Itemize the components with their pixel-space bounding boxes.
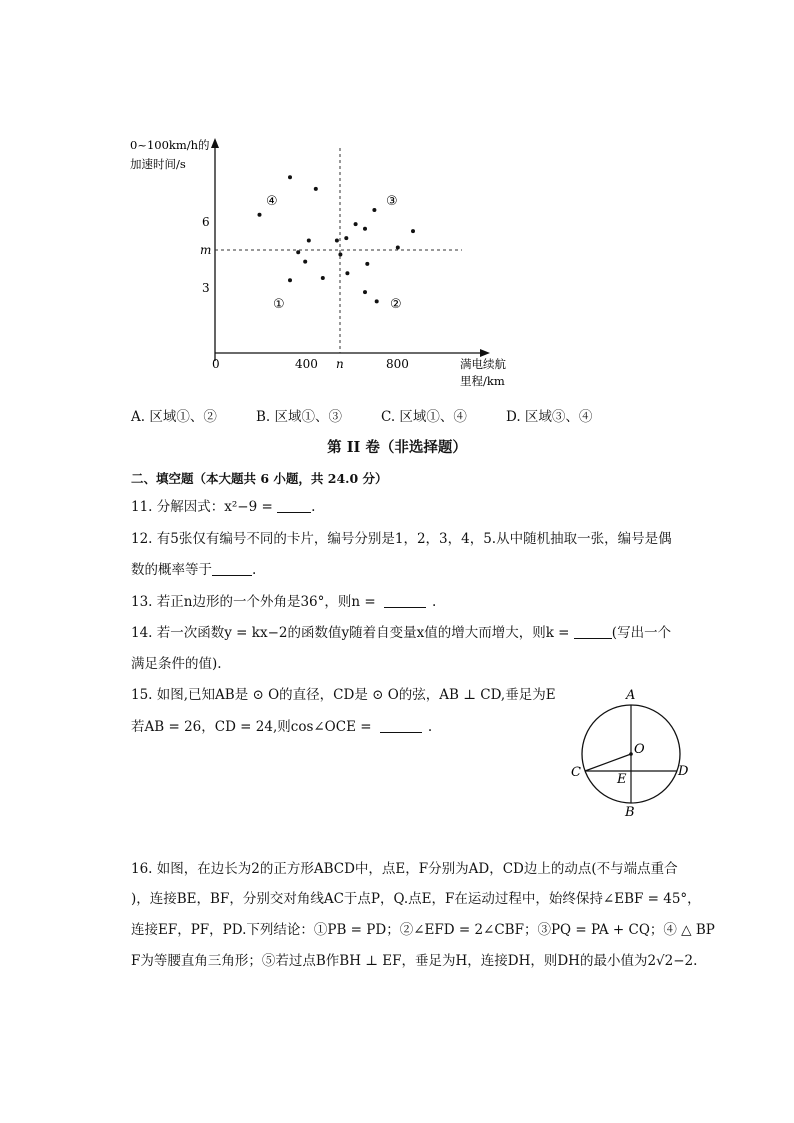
x-axis-label-line2: 里程/km bbox=[460, 374, 505, 388]
origin-label: 0 bbox=[212, 357, 220, 371]
section2-heading: 二、填空题（本大题共 6 小题，共 24.0 分） bbox=[131, 471, 388, 486]
scatter-point-6 bbox=[303, 260, 307, 264]
scatter-point-19 bbox=[396, 246, 400, 250]
q11-text: 11. 分解因式：x²−9 = bbox=[131, 499, 278, 515]
label-e: E bbox=[617, 772, 627, 787]
label-b: B bbox=[625, 805, 635, 820]
question-11 bbox=[131, 498, 315, 516]
q15-line1: 15. 如图,已知AB是 ⊙ O的直径，CD是 ⊙ O的弦，AB ⊥ CD,垂足为E bbox=[131, 687, 556, 703]
q14-line1-end: (写出一个 bbox=[611, 625, 672, 641]
question-14-line1 bbox=[131, 624, 671, 642]
scatter-point-12 bbox=[345, 271, 349, 275]
label-a: A bbox=[626, 688, 636, 703]
scatter-point-1 bbox=[258, 213, 262, 217]
option-a: A. 区域①、② bbox=[131, 409, 217, 425]
q11-answer-blank[interactable] bbox=[277, 500, 311, 513]
q13-text: 13. 若正n边形的一个外角是36°，则n = bbox=[131, 594, 380, 610]
q12-answer-blank[interactable] bbox=[212, 563, 252, 576]
q15-answer-blank[interactable] bbox=[380, 720, 422, 733]
scatter-point-18 bbox=[375, 299, 379, 303]
label-c: C bbox=[571, 765, 581, 780]
q12-line2-start: 数的概率等于 bbox=[131, 562, 212, 578]
q15-line2-start: 若AB = 26，CD = 24,则cos∠OCE = bbox=[131, 719, 376, 735]
x-axis-arrow bbox=[480, 349, 490, 357]
scatter-point-9 bbox=[335, 239, 339, 243]
scatter-point-16 bbox=[365, 262, 369, 266]
q16-line1: 16. 如图，在边长为2的正方形ABCD中，点E，F分别为AD，CD边上的动点(不与端点重合 bbox=[131, 861, 678, 877]
q13-answer-blank[interactable] bbox=[384, 595, 426, 608]
option-d: D. 区域③、④ bbox=[506, 409, 593, 425]
x-tick-800: 800 bbox=[386, 357, 409, 371]
y-tick-3: 3 bbox=[202, 281, 210, 295]
part2-title: 第 II 卷（非选择题） bbox=[327, 439, 467, 456]
x-tick-n: n bbox=[336, 357, 344, 371]
region-1-label: ① bbox=[273, 297, 285, 312]
q16-line3: 连接EF，PF，PD.下列结论：①PB = PD；②∠EFD = 2∠CBF；③PQ = PA + CQ；④ △ BP bbox=[131, 922, 715, 938]
scatter-point-14 bbox=[363, 227, 367, 231]
region-4-label: ④ bbox=[266, 194, 278, 209]
scatter-point-7 bbox=[288, 278, 292, 282]
label-d: D bbox=[678, 764, 689, 779]
x-axis-label-line1: 满电续航 bbox=[460, 357, 506, 371]
scatter-point-4 bbox=[307, 239, 311, 243]
q12-end: . bbox=[252, 562, 257, 578]
q16-line4: F为等腰直角三角形；⑤若过点B作BH ⊥ EF，垂足为H，连接DH，则DH的最小值为2√2−2. bbox=[131, 953, 698, 969]
scatter-point-17 bbox=[363, 290, 367, 294]
q13-end: . bbox=[431, 594, 437, 610]
scatter-point-2 bbox=[288, 175, 292, 179]
question-12-line2 bbox=[131, 561, 256, 579]
circle-figure bbox=[565, 683, 705, 823]
scatter-point-13 bbox=[354, 222, 358, 226]
y-tick-m: m bbox=[200, 243, 212, 257]
scatter-point-3 bbox=[314, 187, 318, 191]
label-o: O bbox=[634, 742, 645, 757]
q16-line2: )，连接BE，BF，分别交对角线AC于点P，Q.点E，F在运动过程中，始终保持∠EBF = 45°， bbox=[131, 891, 701, 907]
scatter-point-20 bbox=[411, 229, 415, 233]
y-axis-arrow bbox=[211, 138, 219, 148]
y-tick-6: 6 bbox=[202, 215, 210, 229]
region-2-label: ② bbox=[390, 297, 402, 312]
y-axis-label-line2: 加速时间/s bbox=[130, 157, 186, 171]
q14-line2: 满足条件的值). bbox=[131, 656, 222, 672]
q11-end: . bbox=[311, 499, 316, 515]
scatter-chart bbox=[120, 128, 520, 396]
scatter-point-8 bbox=[321, 276, 325, 280]
option-c: C. 区域①、④ bbox=[381, 409, 467, 425]
q14-answer-blank[interactable] bbox=[574, 626, 612, 639]
q14-line1-start: 14. 若一次函数y = kx−2的函数值y随着自变量x值的增大而增大，则k = bbox=[131, 625, 574, 641]
y-axis-label-line1: 0~100km/h的 bbox=[130, 138, 210, 152]
scatter-point-10 bbox=[344, 236, 348, 240]
question-15-line2 bbox=[131, 718, 432, 736]
scatter-point-11 bbox=[338, 253, 342, 257]
option-b: B. 区域①、③ bbox=[256, 409, 343, 425]
region-3-label: ③ bbox=[386, 194, 398, 209]
segment-oc bbox=[585, 754, 631, 771]
question-13 bbox=[131, 593, 436, 611]
center-point bbox=[629, 752, 633, 756]
q12-line1: 12. 有5张仅有编号不同的卡片，编号分别是1，2，3，4，5.从中随机抽取一张，编号是偶 bbox=[131, 531, 672, 547]
scatter-point-15 bbox=[372, 208, 376, 212]
q15-end: . bbox=[427, 719, 433, 735]
x-tick-400: 400 bbox=[295, 357, 318, 371]
scatter-point-5 bbox=[296, 250, 300, 254]
